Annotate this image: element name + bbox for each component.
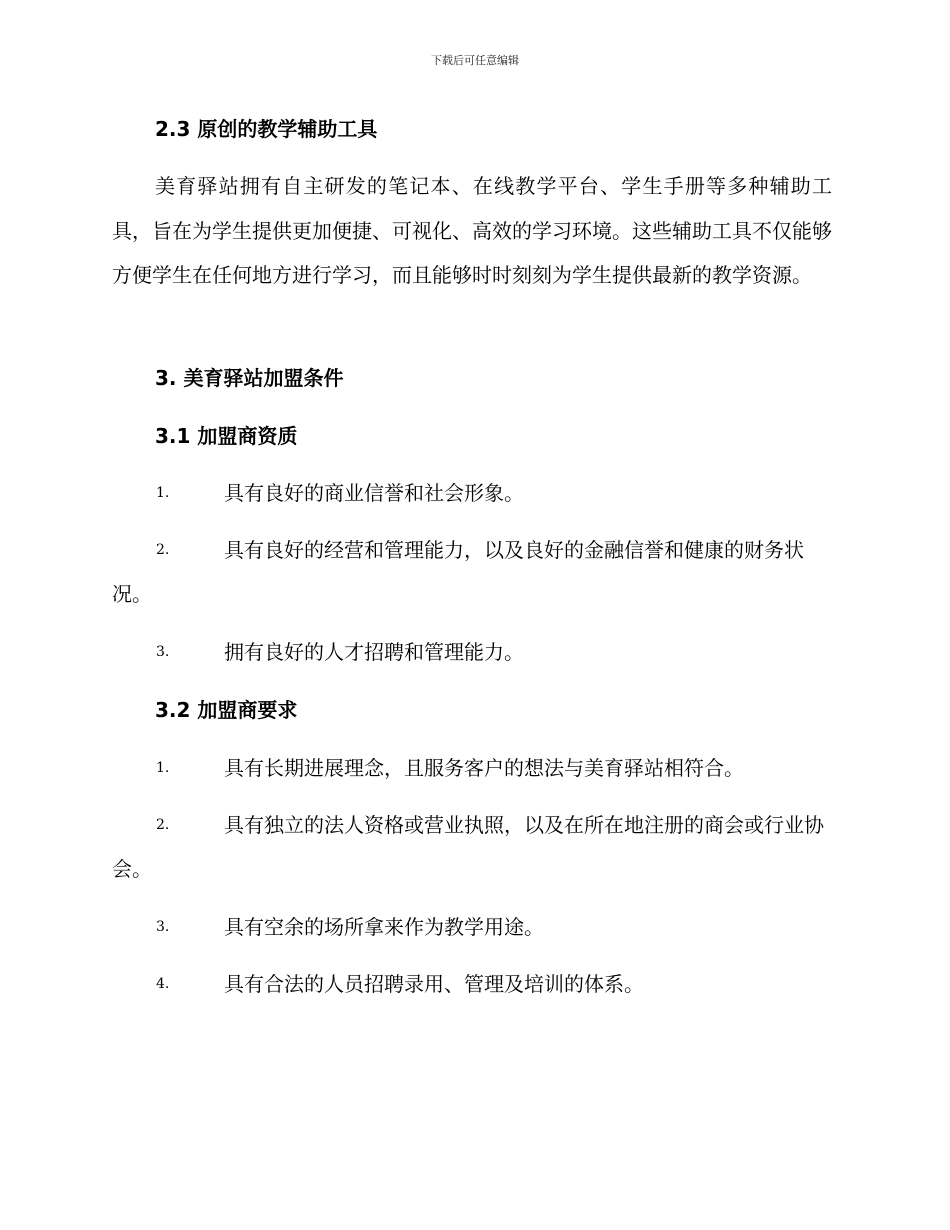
list-item-text: 具有独立的法人资格或营业执照，以及在所在地注册的商会或行业协会。: [112, 813, 824, 881]
list-item-number: 4.: [156, 976, 170, 992]
list-item-number: 2.: [156, 542, 170, 558]
list-item-number: 1.: [156, 485, 170, 501]
list-item-text: 具有空余的场所拿来作为教学用途。: [224, 915, 544, 939]
list-item-text: 具有良好的经营和管理能力，以及良好的金融信誉和健康的财务状况。: [112, 538, 804, 606]
list-item-number: 3.: [156, 919, 170, 935]
list-item: [112, 471, 832, 515]
list-item: [112, 630, 832, 674]
list-item: [112, 746, 832, 790]
list-item: [112, 962, 832, 1006]
section-heading-3-1: 3.1 加盟商资质: [155, 424, 298, 448]
list-item: [112, 528, 832, 616]
list-item-text: 具有合法的人员招聘录用、管理及培训的体系。: [224, 972, 644, 996]
section-heading-2-3: 2.3 原创的教学辅助工具: [155, 117, 378, 141]
list-item: [112, 905, 832, 949]
list-item-number: 2.: [156, 817, 170, 833]
section-heading-3: 3. 美育驿站加盟条件: [155, 366, 344, 390]
list-item-number: 3.: [156, 644, 170, 660]
list-item-text: 拥有良好的人才招聘和管理能力。: [224, 640, 524, 664]
list-item-number: 1.: [156, 760, 170, 776]
list-item-text: 具有长期进展理念，且服务客户的想法与美育驿站相符合。: [224, 756, 744, 780]
list-item: [112, 803, 832, 891]
list-item-text: 具有良好的商业信誉和社会形象。: [224, 481, 524, 505]
page-header: 下载后可任意编辑: [431, 54, 519, 67]
section-heading-3-2: 3.2 加盟商要求: [155, 698, 298, 722]
section-2-3-paragraph: 美育驿站拥有自主研发的笔记本、在线教学平台、学生手册等多种辅助工具，旨在为学生提供更加便捷、可视化、高效的学习环境。这些辅助工具不仅能够方便学生在任何地方进行学习，而且能够时时刻刻为学生提供最新的教学资源。: [112, 174, 832, 288]
